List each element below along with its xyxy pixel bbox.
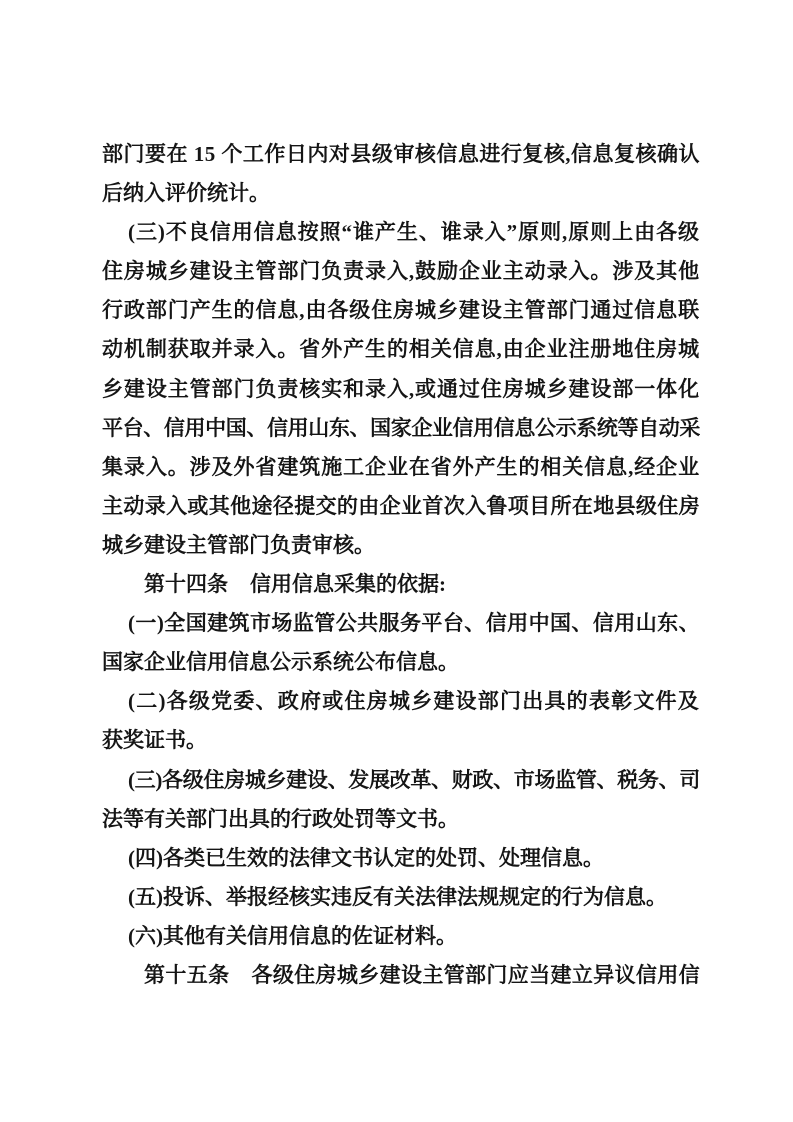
text-line: 法等有关部门出具的行政处罚等文书。 [102,806,459,831]
text-line: (三)不良信用信息按照“谁产生、谁录入”原则,原则上由各级 [128,220,700,245]
article-number: 第十四条 [144,573,228,597]
text-line: 动机制获取并录入。省外产生的相关信息,由企业注册地住房城 [102,337,701,362]
text-line: 城乡建设主管部门负责审核。 [102,532,375,557]
text-line: 获奖证书。 [102,728,207,753]
text-line: 第十五条 各级住房城乡建设主管部门应当建立异议信用信 [144,962,701,987]
text-line: 主动录入或其他途径提交的由企业首次入鲁项目所在地县级住房 [102,493,700,518]
text-line: 集录入。涉及外省建筑施工企业在省外产生的相关信息,经企业 [102,454,701,479]
text-line: (四)各类已生效的法律文书认定的处罚、处理信息。 [128,845,604,870]
text-line: (二)各级党委、政府或住房城乡建设部门出具的表彰文件及 [128,689,701,714]
text-line: (一)全国建筑市场监管公共服务平台、信用中国、信用山东、 [128,611,700,636]
text-line: 部门要在 15 个工作日内对县级审核信息进行复核,信息复核确认 [102,142,700,166]
text-line: 住房城乡建设主管部门负责录入,鼓励企业主动录入。涉及其他 [102,259,701,284]
text-line: (五)投诉、举报经核实违反有关法律法规规定的行为信息。 [128,884,667,909]
text-line: (三)各级住房城乡建设、发展改革、财政、市场监管、税务、司 [128,767,700,792]
text-line: 平台、信用中国、信用山东、国家企业信用信息公示系统等自动采 [102,415,701,440]
text-line: 乡建设主管部门负责核实和录入,或通过住房城乡建设部一体化 [102,376,701,401]
text-line: 后纳入评价统计。 [102,181,270,206]
text-line: 国家企业信用信息公示系统公布信息。 [102,650,459,675]
text-line: 行政部门产生的信息,由各级住房城乡建设主管部门通过信息联 [102,298,701,323]
text-line: (六)其他有关信用信息的佐证材料。 [128,923,457,948]
text-column [102,135,700,995]
text-line: 第十四条 信用信息采集的依据: [144,572,446,597]
article-number: 第十五条 [144,963,230,987]
